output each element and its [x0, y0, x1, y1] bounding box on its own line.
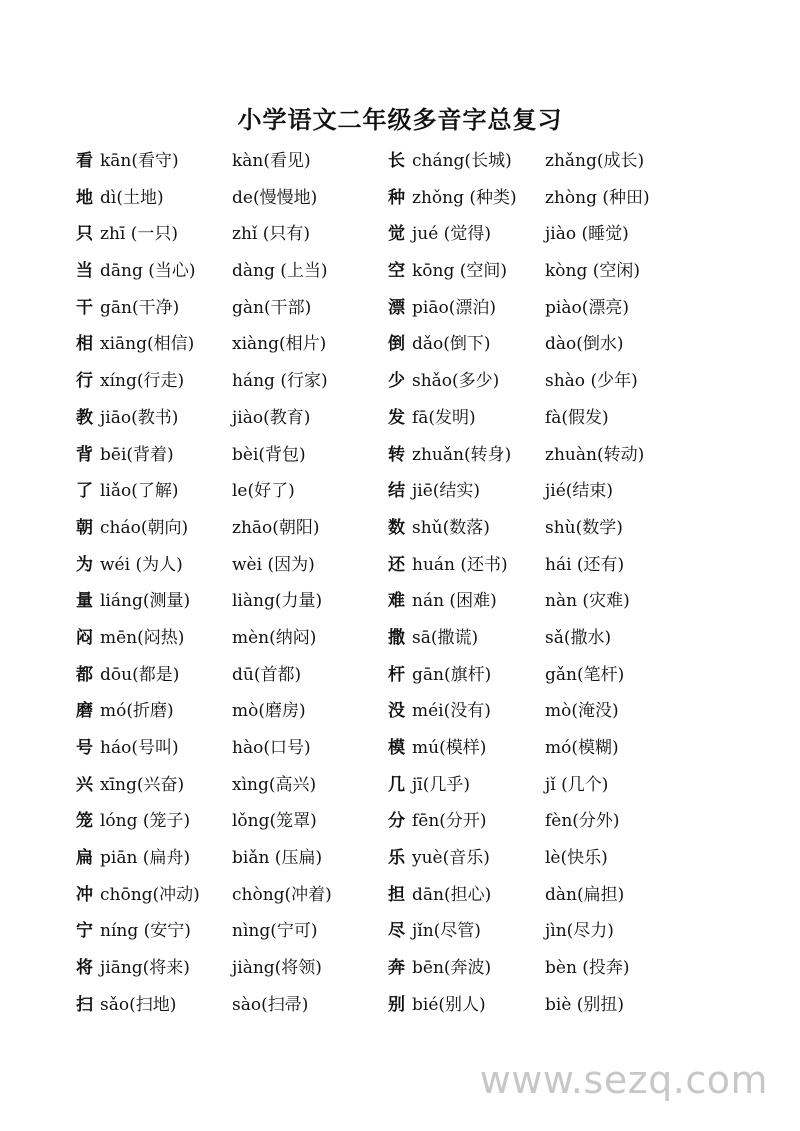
- reading-2: biè (别扭): [545, 994, 625, 1015]
- reading-2: zhǎng(成长): [545, 151, 645, 171]
- polyphone-row: [0, 803, 800, 840]
- reading-2: dū(首都): [232, 664, 302, 685]
- polyphone-character: 将: [76, 958, 93, 979]
- reading-1: liǎo(了解): [100, 481, 179, 502]
- polyphone-row: [0, 840, 800, 877]
- reading-1: jué (觉得): [412, 224, 491, 245]
- polyphone-character: 扁: [76, 848, 93, 869]
- reading-1: zhī (一只): [100, 224, 179, 245]
- reading-1: sā(撒谎): [412, 627, 479, 648]
- reading-2: mó(模糊): [545, 738, 619, 758]
- polyphone-character: 当: [76, 261, 93, 282]
- polyphone-character: 漂: [388, 297, 405, 318]
- polyphone-character: 别: [388, 994, 405, 1015]
- reading-1: chōng(冲动): [100, 884, 200, 905]
- polyphone-character: 地: [76, 187, 93, 208]
- reading-2: dào(倒水): [545, 334, 624, 355]
- reading-1: jǐn(尽管): [412, 921, 481, 942]
- polyphone-row: [0, 913, 800, 950]
- reading-1: piān (扁舟): [100, 848, 191, 869]
- reading-1: wéi (为人): [100, 554, 183, 575]
- reading-2: jǐ (几个): [545, 774, 609, 795]
- reading-2: nìng(宁可): [232, 921, 318, 942]
- polyphone-character: 扫: [76, 994, 93, 1015]
- reading-2: sào(扫帚): [232, 994, 309, 1015]
- reading-1: xīng(兴奋): [100, 774, 185, 795]
- reading-1: jiē(结实): [412, 481, 481, 502]
- reading-1: níng (安宁): [100, 921, 191, 942]
- reading-1: cháng(长城): [412, 151, 512, 171]
- reading-2: shào (少年): [545, 371, 638, 392]
- polyphone-character: 为: [76, 554, 93, 575]
- reading-1: lóng (笼子): [100, 811, 191, 832]
- polyphone-row: [0, 657, 800, 694]
- polyphone-character: 难: [388, 591, 405, 612]
- polyphone-row: [0, 547, 800, 584]
- reading-2: chòng(冲着): [232, 884, 332, 905]
- polyphone-row: [0, 437, 800, 474]
- polyphone-character: 几: [388, 774, 405, 795]
- polyphone-character: 教: [76, 407, 93, 428]
- reading-2: sǎ(撒水): [545, 627, 612, 648]
- reading-2: bèi(背包): [232, 444, 306, 465]
- polyphone-character: 倒: [388, 334, 405, 355]
- reading-1: fēn(分开): [412, 811, 487, 832]
- reading-2: bèn (投奔): [545, 958, 630, 979]
- polyphone-character: 长: [388, 151, 405, 171]
- reading-1: jiāng(将来): [100, 958, 190, 979]
- polyphone-character: 分: [388, 811, 405, 832]
- reading-1: mú(模样): [412, 738, 487, 758]
- reading-2: hào(口号): [232, 738, 311, 758]
- reading-2: jié(结束): [545, 481, 614, 502]
- polyphone-row: [0, 143, 800, 180]
- polyphone-row: [0, 583, 800, 620]
- reading-1: bēn(奔波): [412, 958, 492, 979]
- reading-2: jiào(教育): [232, 407, 311, 428]
- reading-2: mò(淹没): [545, 701, 619, 722]
- reading-1: kōng (空间): [412, 261, 508, 282]
- reading-1: gān(旗杆): [412, 664, 492, 685]
- polyphone-character: 撒: [388, 627, 405, 648]
- reading-1: shǎo(多少): [412, 371, 500, 392]
- reading-2: lè(快乐): [545, 848, 608, 869]
- polyphone-character: 没: [388, 701, 405, 722]
- reading-2: jìn(尽力): [545, 921, 614, 942]
- reading-1: bēi(背着): [100, 444, 174, 465]
- polyphone-row: [0, 730, 800, 767]
- reading-2: de(慢慢地): [232, 187, 318, 208]
- reading-2: liàng(力量): [232, 591, 323, 612]
- reading-2: háng (行家): [232, 371, 328, 392]
- polyphone-row: [0, 473, 800, 510]
- reading-2: jiàng(将领): [232, 958, 322, 979]
- polyphone-row: [0, 216, 800, 253]
- reading-2: kòng (空闲): [545, 261, 641, 282]
- polyphone-character: 觉: [388, 224, 405, 245]
- polyphone-row: [0, 620, 800, 657]
- reading-1: mēn(闷热): [100, 627, 185, 648]
- polyphone-character: 发: [388, 407, 405, 428]
- polyphone-character: 号: [76, 738, 93, 758]
- reading-1: kān(看守): [100, 151, 179, 171]
- polyphone-row: [0, 326, 800, 363]
- reading-1: dì(土地): [100, 187, 164, 208]
- reading-1: zhǒng (种类): [412, 187, 517, 208]
- reading-2: wèi (因为): [232, 554, 315, 575]
- reading-1: piāo(漂泊): [412, 297, 496, 318]
- polyphone-character: 看: [76, 151, 93, 171]
- reading-1: dān(担心): [412, 884, 492, 905]
- polyphone-character: 奔: [388, 958, 405, 979]
- reading-2: jiào (睡觉): [545, 224, 629, 245]
- reading-2: mò(磨房): [232, 701, 306, 722]
- polyphone-character: 模: [388, 738, 405, 758]
- polyphone-character: 相: [76, 334, 93, 355]
- polyphone-row: [0, 987, 800, 1024]
- polyphone-character: 转: [388, 444, 405, 465]
- polyphone-character: 磨: [76, 701, 93, 722]
- reading-1: dōu(都是): [100, 664, 180, 685]
- reading-2: xiàng(相片): [232, 334, 327, 355]
- reading-1: gān(干净): [100, 297, 180, 318]
- polyphone-row: [0, 950, 800, 987]
- polyphone-character: 背: [76, 444, 93, 465]
- reading-1: xiāng(相信): [100, 334, 195, 355]
- page-title: 小学语文二年级多音字总复习: [237, 106, 563, 134]
- reading-1: fā(发明): [412, 407, 476, 428]
- reading-1: méi(没有): [412, 701, 491, 722]
- polyphone-character: 都: [76, 664, 93, 685]
- reading-2: xìng(高兴): [232, 774, 317, 795]
- reading-2: hái (还有): [545, 554, 625, 575]
- polyphone-character: 数: [388, 517, 405, 538]
- reading-1: huán (还书): [412, 554, 508, 575]
- polyphone-character: 行: [76, 371, 93, 392]
- polyphone-row: [0, 510, 800, 547]
- reading-2: lǒng(笼罩): [232, 811, 317, 832]
- polyphone-character: 闷: [76, 627, 93, 648]
- reading-2: zhòng (种田): [545, 187, 650, 208]
- polyphone-character: 尽: [388, 921, 405, 942]
- polyphone-row: [0, 290, 800, 327]
- reading-2: biǎn (压扁): [232, 848, 323, 869]
- reading-1: liáng(测量): [100, 591, 191, 612]
- polyphone-character: 担: [388, 884, 405, 905]
- polyphone-row: [0, 767, 800, 804]
- polyphone-row: [0, 363, 800, 400]
- polyphone-character: 宁: [76, 921, 93, 942]
- reading-1: yuè(音乐): [412, 848, 490, 869]
- polyphone-character: 少: [388, 371, 405, 392]
- reading-2: zhāo(朝阳): [232, 517, 320, 538]
- reading-1: zhuǎn(转身): [412, 444, 512, 465]
- polyphone-character: 种: [388, 187, 405, 208]
- reading-1: háo(号叫): [100, 738, 179, 758]
- polyphone-character: 朝: [76, 517, 93, 538]
- reading-2: dàng (上当): [232, 261, 328, 282]
- reading-1: dāng (当心): [100, 261, 196, 282]
- reading-2: dàn(扁担): [545, 884, 625, 905]
- reading-2: zhǐ (只有): [232, 224, 311, 245]
- reading-2: fèn(分外): [545, 811, 620, 832]
- polyphone-character: 乐: [388, 848, 405, 869]
- polyphone-character: 了: [76, 481, 93, 502]
- polyphone-character: 杆: [388, 664, 405, 685]
- reading-2: piào(漂亮): [545, 297, 629, 318]
- reading-2: gǎn(笔杆): [545, 664, 625, 685]
- reading-2: zhuàn(转动): [545, 444, 645, 465]
- reading-1: xíng(行走): [100, 371, 185, 392]
- polyphone-row: [0, 693, 800, 730]
- reading-1: cháo(朝向): [100, 517, 189, 538]
- reading-1: nán (困难): [412, 591, 497, 612]
- watermark: www.sezq.com: [479, 1058, 768, 1102]
- polyphone-character: 只: [76, 224, 93, 245]
- reading-1: jiāo(教书): [100, 407, 179, 428]
- polyphone-character: 还: [388, 554, 405, 575]
- polyphone-character: 量: [76, 591, 93, 612]
- reading-2: shù(数学): [545, 517, 623, 538]
- polyphone-character: 笼: [76, 811, 93, 832]
- polyphone-character: 干: [76, 297, 93, 318]
- polyphone-character: 结: [388, 481, 405, 502]
- reading-1: mó(折磨): [100, 701, 174, 722]
- reading-1: shǔ(数落): [412, 517, 490, 538]
- reading-2: kàn(看见): [232, 151, 311, 171]
- polyphone-list: [0, 143, 800, 1024]
- reading-2: gàn(干部): [232, 297, 312, 318]
- reading-2: nàn (灾难): [545, 591, 630, 612]
- reading-1: jī(几乎): [412, 774, 470, 795]
- reading-1: sǎo(扫地): [100, 994, 177, 1015]
- reading-1: dǎo(倒下): [412, 334, 491, 355]
- polyphone-row: [0, 253, 800, 290]
- reading-2: fà(假发): [545, 407, 609, 428]
- polyphone-row: [0, 877, 800, 914]
- reading-2: mèn(纳闷): [232, 627, 317, 648]
- polyphone-character: 空: [388, 261, 405, 282]
- polyphone-row: [0, 180, 800, 217]
- polyphone-character: 兴: [76, 774, 93, 795]
- polyphone-character: 冲: [76, 884, 93, 905]
- reading-2: le(好了): [232, 481, 295, 502]
- reading-1: bié(别人): [412, 994, 486, 1015]
- polyphone-row: [0, 400, 800, 437]
